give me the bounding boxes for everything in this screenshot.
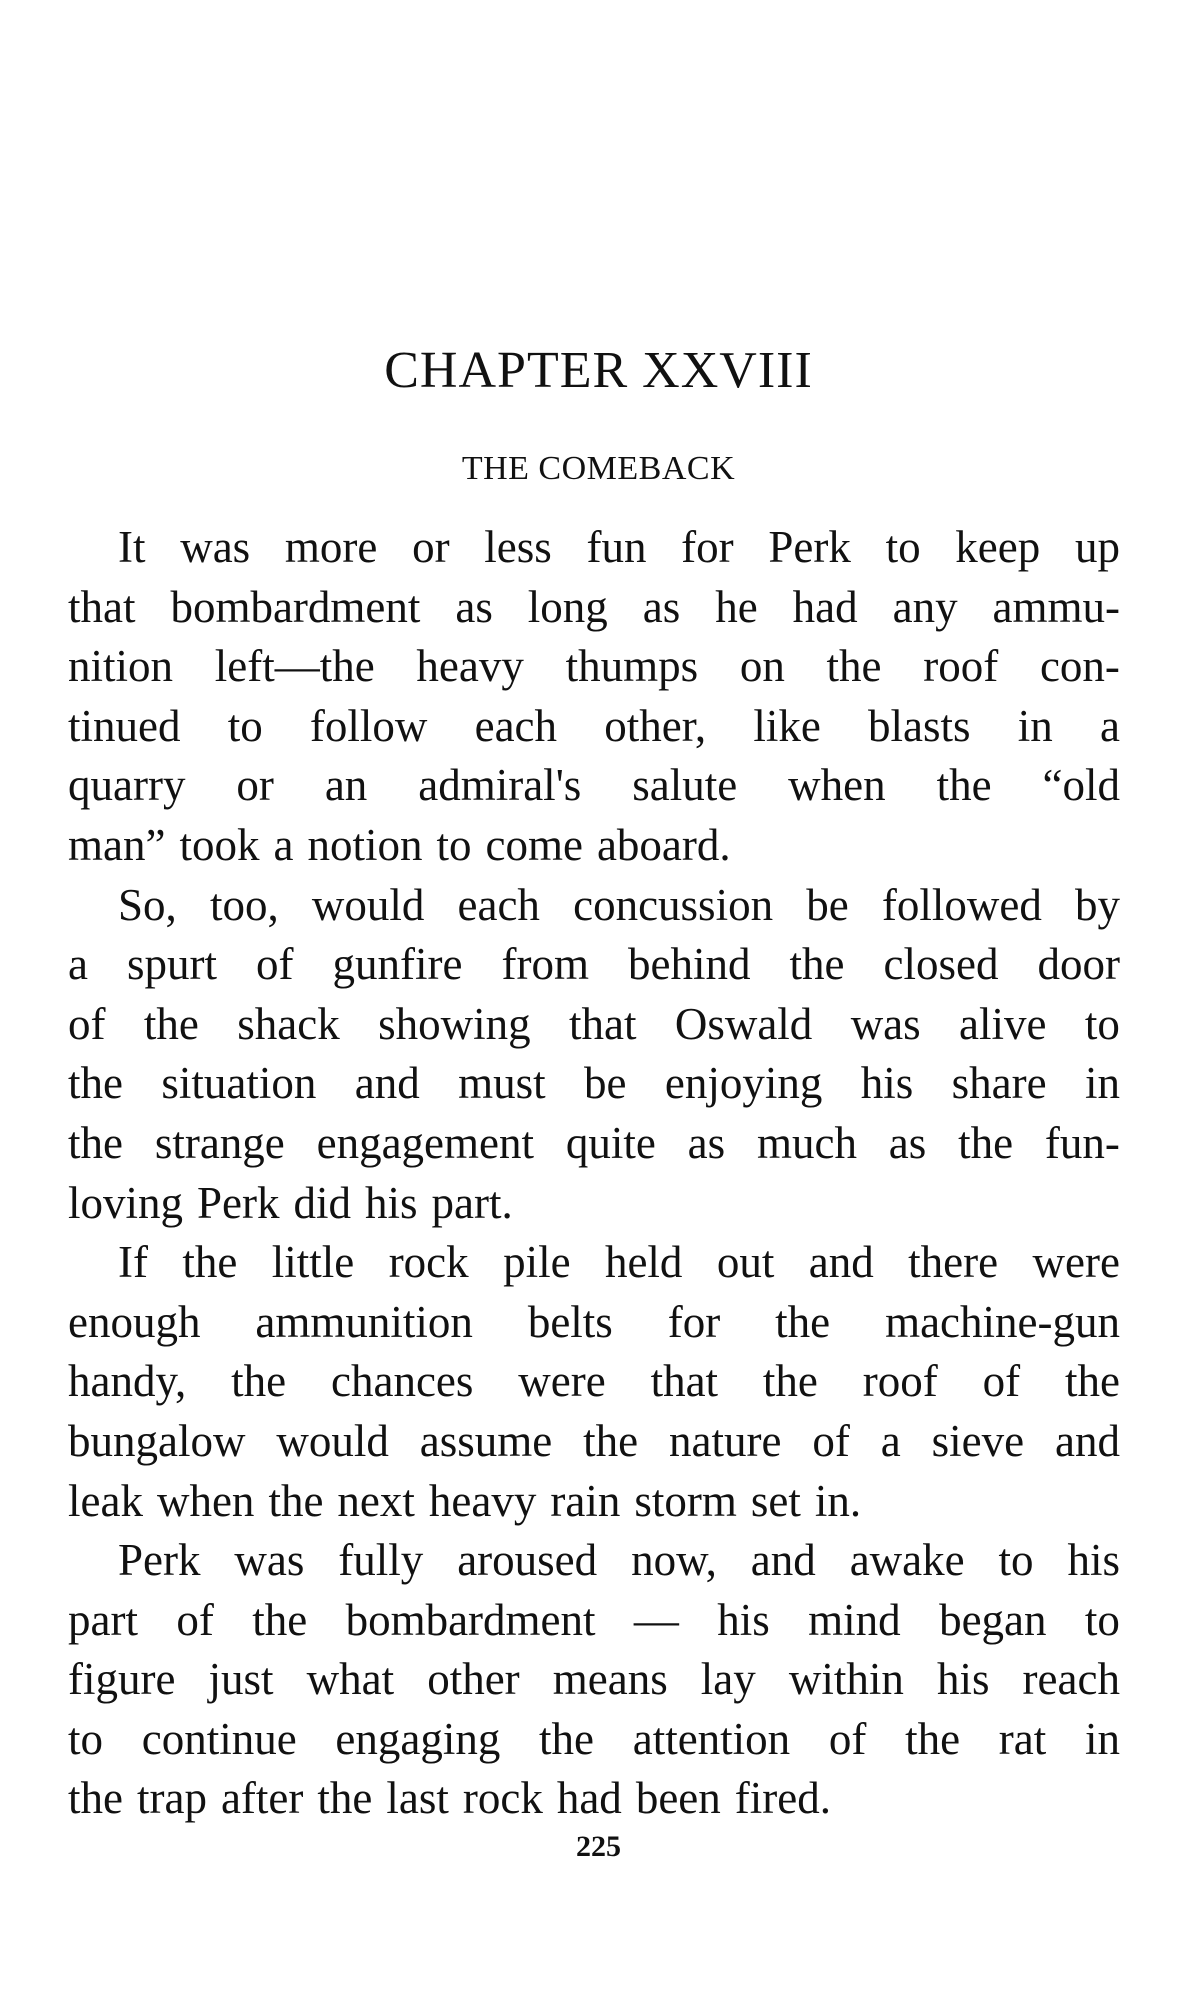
word: the	[826, 641, 882, 692]
word: aboard.	[596, 819, 731, 870]
word: the	[252, 1594, 308, 1645]
word: heavy	[428, 1475, 537, 1526]
word: had	[556, 1773, 622, 1824]
text-line	[68, 935, 1120, 995]
word: his	[860, 1058, 914, 1109]
word: the	[539, 1713, 595, 1764]
word: fun	[586, 522, 647, 572]
word: to	[1084, 998, 1120, 1049]
word: engaging	[335, 1713, 501, 1764]
word: as	[642, 581, 681, 632]
word: blasts	[868, 700, 971, 751]
word: the	[789, 939, 845, 990]
word: follow	[309, 700, 428, 751]
word: trap	[136, 1773, 207, 1824]
word: awake	[849, 1535, 965, 1586]
word: nition	[68, 641, 174, 692]
word: now,	[631, 1535, 717, 1586]
text-line	[68, 1769, 1120, 1829]
word: rat	[998, 1713, 1047, 1764]
word: followed	[881, 879, 1042, 930]
word: handy,	[68, 1356, 187, 1407]
word: be	[806, 879, 849, 930]
word: for	[681, 522, 734, 572]
word: out	[716, 1237, 775, 1288]
word: lay	[700, 1654, 756, 1705]
word: less	[484, 522, 552, 572]
word: bungalow	[68, 1415, 246, 1466]
text-line	[68, 1650, 1120, 1710]
word: much	[756, 1117, 857, 1168]
page-number: 225	[576, 1830, 621, 1863]
word: con-	[1039, 641, 1120, 692]
word: heavy	[416, 641, 524, 692]
word: a	[68, 939, 88, 990]
word: closed	[883, 939, 999, 990]
word: figure	[68, 1654, 176, 1705]
word: held	[604, 1237, 683, 1288]
word: pile	[503, 1237, 571, 1288]
word: of	[982, 1356, 1021, 1407]
word: means	[552, 1654, 668, 1705]
word: machine-gun	[885, 1296, 1120, 1347]
word: was	[234, 1535, 305, 1586]
word: rain	[550, 1475, 621, 1526]
text-line	[68, 816, 1120, 876]
word: of	[176, 1594, 214, 1645]
word: aroused	[457, 1535, 598, 1586]
word: rock	[462, 1773, 543, 1824]
word: as	[455, 581, 493, 632]
word: come	[485, 819, 583, 870]
word: reach	[1022, 1654, 1120, 1705]
word: of	[828, 1713, 867, 1764]
word: to	[227, 700, 263, 751]
word: —	[633, 1594, 679, 1645]
word: each	[457, 879, 540, 930]
text-line	[68, 1472, 1120, 1532]
chapter-subtitle: THE COMEBACK	[461, 450, 736, 487]
word: after	[220, 1773, 304, 1824]
word: other	[427, 1654, 520, 1705]
word: strange	[154, 1117, 285, 1168]
word: by	[1075, 879, 1120, 930]
word: concussion	[573, 879, 774, 930]
text-line	[68, 697, 1120, 757]
word: the	[68, 1117, 123, 1168]
word: and	[1054, 1415, 1120, 1466]
word: in	[1084, 1058, 1120, 1109]
word: set	[750, 1475, 801, 1526]
word: were	[518, 1356, 606, 1407]
word: other,	[604, 700, 707, 751]
text-line	[68, 1174, 1120, 1234]
word: rock	[388, 1237, 469, 1288]
word: quite	[565, 1117, 656, 1168]
word: enjoying	[664, 1058, 823, 1109]
word: Perk	[118, 1535, 201, 1586]
word: been	[635, 1773, 721, 1824]
word: alive	[959, 998, 1047, 1049]
word: or	[412, 522, 450, 572]
text-line	[68, 995, 1120, 1055]
text-line	[68, 1233, 1120, 1293]
word: as	[687, 1117, 726, 1168]
word: part	[68, 1594, 138, 1645]
word: of	[812, 1415, 850, 1466]
word: man”	[68, 819, 166, 870]
word: spurt	[127, 939, 217, 990]
word: the	[68, 1773, 123, 1824]
word: a	[880, 1415, 901, 1466]
word: the	[775, 1296, 831, 1347]
word: was	[850, 998, 921, 1049]
word: must	[458, 1058, 546, 1109]
word: did	[293, 1177, 352, 1228]
word: that	[568, 998, 637, 1049]
text-line	[68, 637, 1120, 697]
word: left—the	[214, 641, 375, 692]
word: of	[68, 998, 106, 1049]
word: up	[1074, 522, 1120, 572]
word: fun-	[1044, 1117, 1120, 1168]
word: situation	[161, 1058, 317, 1109]
word: were	[1032, 1237, 1120, 1288]
word: there	[908, 1237, 999, 1288]
text-line	[68, 1293, 1120, 1353]
word: from	[501, 939, 589, 990]
word: long	[527, 581, 608, 632]
word: was	[180, 522, 251, 572]
word: what	[306, 1654, 395, 1705]
word: the	[936, 760, 992, 811]
text-line	[68, 1710, 1120, 1770]
word: the	[905, 1713, 961, 1764]
word: fully	[338, 1535, 424, 1586]
word: began	[939, 1594, 1047, 1645]
word: keep	[955, 522, 1041, 572]
word: within	[788, 1654, 904, 1705]
word: his	[365, 1177, 418, 1228]
word: nature	[669, 1415, 782, 1466]
word: the	[182, 1237, 238, 1288]
word: part.	[431, 1177, 513, 1228]
word: bombardment	[170, 581, 421, 632]
word: an	[324, 760, 368, 811]
word: of	[256, 939, 294, 990]
text-line	[68, 1054, 1120, 1114]
word: Perk	[768, 522, 851, 572]
word: the	[583, 1415, 639, 1466]
text-line	[68, 1114, 1120, 1174]
word: to	[1084, 1594, 1120, 1645]
text-line	[68, 1412, 1120, 1472]
word: salute	[632, 760, 738, 811]
word: If	[118, 1237, 148, 1288]
word: mind	[808, 1594, 901, 1645]
text-line	[68, 1531, 1120, 1591]
word: to	[436, 819, 472, 870]
chapter-heading: CHAPTER XXVIII	[384, 342, 813, 399]
word: roof	[862, 1356, 938, 1407]
word: his	[1067, 1535, 1120, 1586]
text-line	[68, 1352, 1120, 1412]
word: behind	[628, 939, 751, 990]
word: the	[317, 1773, 373, 1824]
text-line	[68, 578, 1120, 638]
word: the	[958, 1117, 1014, 1168]
word: that	[68, 581, 136, 632]
word: the	[762, 1356, 818, 1407]
word: the	[231, 1356, 287, 1407]
word: last	[386, 1773, 449, 1824]
word: when	[156, 1475, 255, 1526]
word: be	[584, 1058, 627, 1109]
word: like	[753, 700, 821, 751]
word: roof	[923, 641, 999, 692]
word: belts	[527, 1296, 613, 1347]
word: Perk	[197, 1177, 280, 1228]
word: showing	[378, 998, 531, 1049]
word: that	[650, 1356, 719, 1407]
word: and	[750, 1535, 816, 1586]
word: a	[273, 819, 294, 870]
word: chances	[331, 1356, 474, 1407]
word: tinued	[68, 700, 181, 751]
word: Oswald	[674, 998, 813, 1049]
word: in.	[814, 1475, 862, 1526]
word: each	[474, 700, 558, 751]
text-line	[68, 1591, 1120, 1651]
word: his	[717, 1594, 770, 1645]
word: would	[276, 1415, 389, 1466]
word: the	[68, 1058, 123, 1109]
word: a	[1099, 700, 1120, 751]
word: any	[892, 581, 958, 632]
word: engagement	[316, 1117, 534, 1168]
word: bombardment	[345, 1594, 596, 1645]
word: and	[354, 1058, 420, 1109]
word: just	[208, 1654, 274, 1705]
word: too,	[209, 879, 279, 930]
word: his	[936, 1654, 990, 1705]
text-line	[68, 756, 1120, 816]
word: notion	[307, 819, 423, 870]
word: leak	[68, 1475, 143, 1526]
word: the	[143, 998, 199, 1049]
text-line	[68, 876, 1120, 936]
word: ammu-	[992, 581, 1120, 632]
word: sieve	[931, 1415, 1025, 1466]
word: took	[179, 819, 260, 870]
word: would	[311, 879, 425, 930]
word: door	[1037, 939, 1120, 990]
word: assume	[419, 1415, 553, 1466]
word: continue	[141, 1713, 297, 1764]
word: when	[788, 760, 886, 811]
word: for	[667, 1296, 721, 1347]
word: quarry	[68, 760, 186, 811]
word: little	[271, 1237, 355, 1288]
body-text	[68, 518, 1120, 1829]
word: in	[1017, 700, 1053, 751]
word: So,	[118, 879, 177, 930]
word: share	[951, 1058, 1047, 1109]
word: storm	[634, 1475, 737, 1526]
word: It	[118, 522, 146, 572]
word: or	[236, 760, 274, 811]
word: ammunition	[255, 1296, 473, 1347]
word: and	[808, 1237, 874, 1288]
text-line	[68, 518, 1120, 578]
word: thumps	[565, 641, 699, 692]
word: the	[1064, 1356, 1120, 1407]
word: to	[998, 1535, 1034, 1586]
word: the	[268, 1475, 324, 1526]
word: shack	[237, 998, 340, 1049]
word: on	[739, 641, 785, 692]
word: loving	[68, 1177, 184, 1228]
word: to	[885, 522, 921, 572]
word: enough	[68, 1296, 201, 1347]
word: “old	[1042, 760, 1120, 811]
word: to	[68, 1713, 104, 1764]
word: gunfire	[332, 939, 463, 990]
word: fired.	[734, 1773, 831, 1824]
word: next	[337, 1475, 415, 1526]
word: in	[1084, 1713, 1120, 1764]
word: as	[888, 1117, 927, 1168]
word: admiral's	[418, 760, 582, 811]
word: more	[284, 522, 378, 572]
word: he	[715, 581, 758, 632]
word: attention	[632, 1713, 791, 1764]
word: had	[792, 581, 858, 632]
